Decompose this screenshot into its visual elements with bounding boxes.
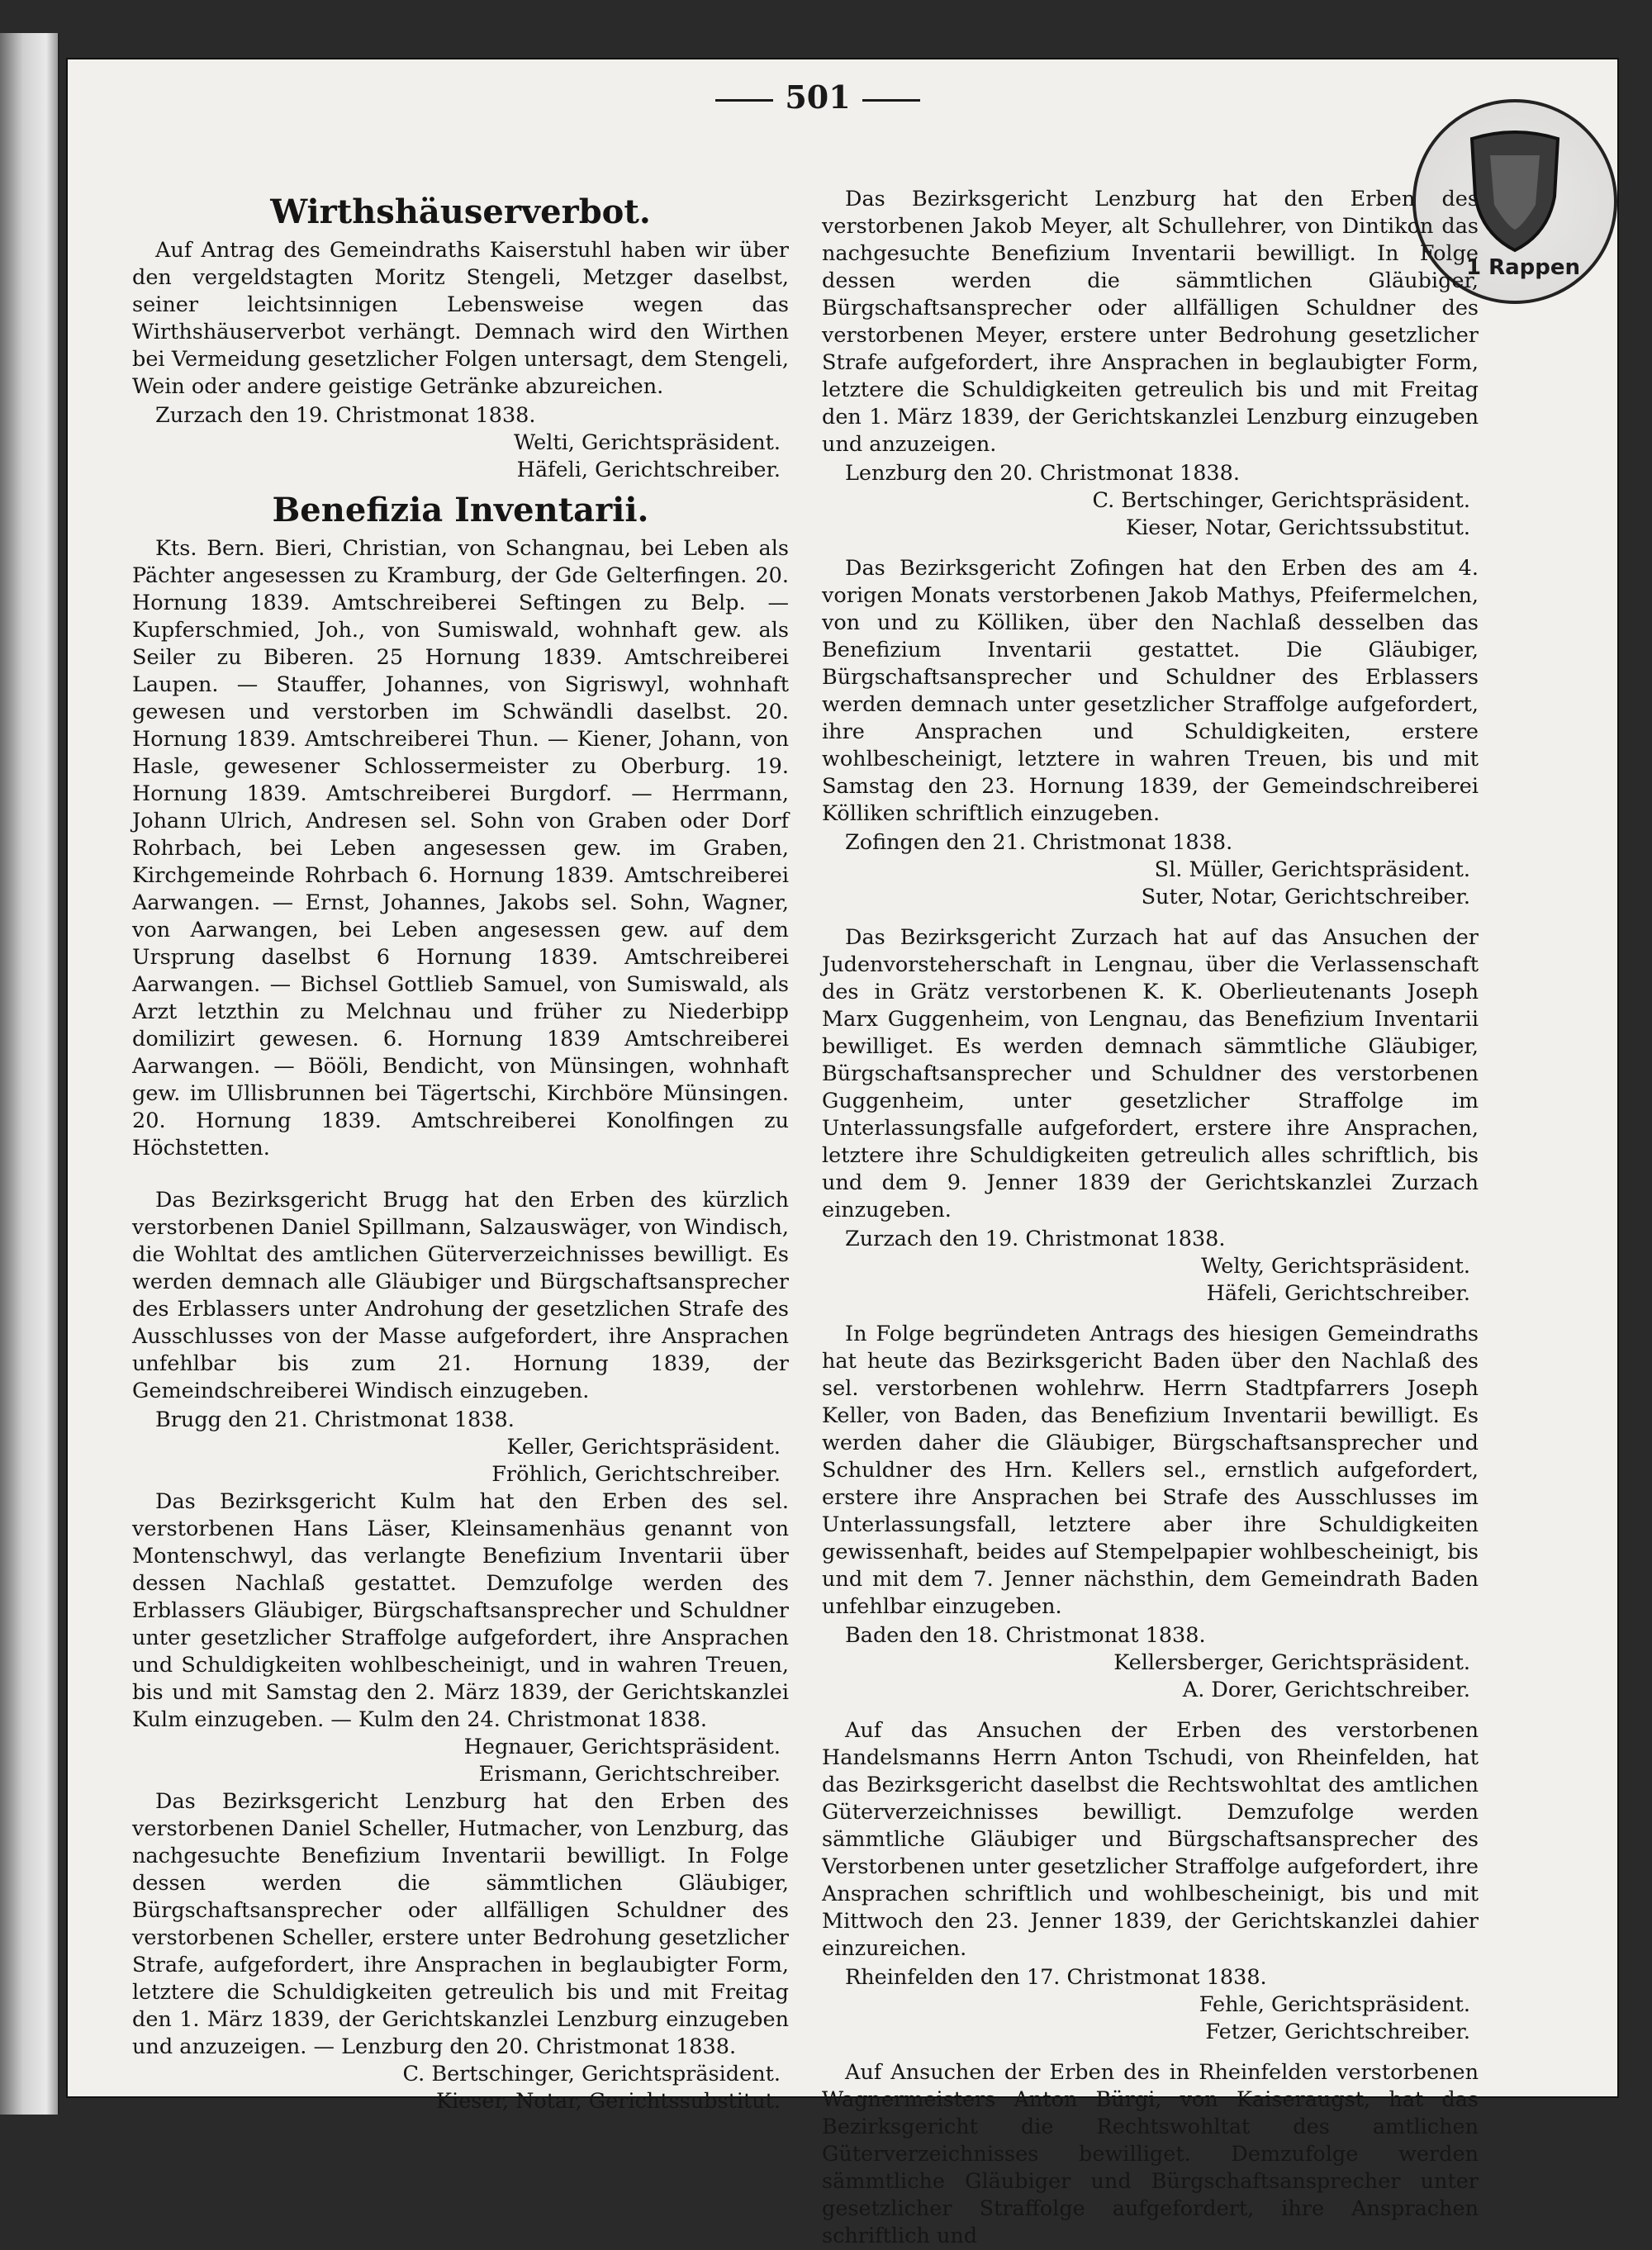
signature: Hegnauer, Gerichtspräsident.	[463, 1735, 781, 1759]
signature: Fehle, Gerichtspräsident.	[1199, 1992, 1470, 2017]
signature: Kieser, Notar, Gerichtssubstitut.	[1126, 515, 1470, 540]
signature: Kieser, Notar, Gerichtssubstitut.	[436, 2089, 781, 2114]
signature: C. Bertschinger, Gerichtspräsident.	[1092, 488, 1470, 513]
notice-text: Auf Ansuchen der Erben des in Rheinfelden verstorbenen Wagnermeisters Anton Bürgi, von Kaiseraugst, hat das Bezirksgericht die Rechtswohltat des amtlichen Güterverzeichnisses bewilliget. Demzufolge werden sämmtliche Gläubiger und Bürgschaftsansprecher unter gesetzlicher Straffolge aufgefordert, ihre Ansprachen schriftlich und	[822, 2060, 1479, 2248]
notice-text: Das Bezirksgericht Zofingen hat den Erben des am 4. vorigen Monats verstorbenen Jakob Mathys, Pfeifermelchen, von und zu Kölliken, über den Nachlaß desselben das Benefizium Inventarii gestattet. Die Gläubiger, Bürgschaftsansprecher und Schuldner des Erblassers werden demnach unter gesetzlicher Straffolge aufgefordert, ihre Ansprachen und Schuldigkeiten, erstere wohlbescheinigt, letztere in wahren Treuen, bis und mit Samstag den 23. Hornung 1839, der Gemeindschreiberei Kölliken schriftlich einzugeben.	[822, 556, 1479, 826]
left-column	[132, 186, 789, 2115]
section-heading: Benefizia Inventarii.	[272, 491, 649, 529]
signature: Suter, Notar, Gerichtschreiber.	[1141, 885, 1470, 909]
signature: Fetzer, Gerichtschreiber.	[1205, 2020, 1470, 2044]
place-date: Rheinfelden den 17. Christmonat 1838.	[845, 1965, 1267, 1990]
section-heading: Wirthshäuserverbot.	[270, 192, 651, 231]
signature: Welty, Gerichtspräsident.	[1201, 1254, 1470, 1279]
signature: Häfeli, Gerichtschreiber.	[1206, 1281, 1470, 1306]
signature: A. Dorer, Gerichtschreiber.	[1182, 1678, 1470, 1702]
place-date: Zofingen den 21. Christmonat 1838.	[845, 830, 1233, 855]
right-column	[822, 186, 1479, 2250]
notice-text: In Folge begründeten Antrags des hiesigen Gemeindraths hat heute das Bezirksgericht Baden über den Nachlaß des sel. verstorbenen wohlehrw. Herrn Stadtpfarrers Joseph Keller, von Baden, das Benefizium Inventarii bewilligt. Es werden daher die Gläubiger, Bürgschaftsansprecher und Schuldner des Hrn. Kellers sel., ernstlich aufgefordert, erstere ihre Ansprachen bei Strafe des Ausschlusses im Unterlassungsfall, letztere aber ihre Schuldigkeiten gewissenhaft, beides auf Stempelpapier wohlbescheinigt, bis und mit dem 7. Jenner nächsthin, dem Gemeindrath Baden unfehlbar einzugeben.	[822, 1322, 1479, 1619]
notice-text: Das Bezirksgericht Kulm hat den Erben des sel. verstorbenen Hans Läser, Kleinsamenhäus genannt von Montenschwyl, das verlangte Benefizium Inventarii über dessen Nachlaß gestattet. Demzufolge werden des Erblassers Gläubiger, Bürgschaftsansprecher und Schuldner unter gesetzlicher Straffolge aufgefordert, ihre Ansprachen und Schuldigkeiten wohlbescheinigt, und in wahren Treuen, bis und mit Samstag den 2. März 1839, der Gerichtskanzlei Kulm einzugeben. — Kulm den 24. Christmonat 1838.	[132, 1489, 789, 1732]
signature: Sl. Müller, Gerichtspräsident.	[1154, 857, 1470, 882]
signature: Erismann, Gerichtschreiber.	[478, 1762, 781, 1787]
shield-icon	[1465, 131, 1564, 254]
notice-text: Das Bezirksgericht Brugg hat den Erben des kürzlich verstorbenen Daniel Spillmann, Salzauswäger, von Windisch, die Wohltat des amtlichen Güterverzeichnisses bewilligt. Es werden demnach alle Gläubiger und Bürgschaftsansprecher des Erblassers unter Androhung der gesetzlichen Strafe des Ausschlusses von der Masse aufgefordert, ihre Ansprachen unfehlbar bis zum 21. Hornung 1839, der Gemeindschreiberei Windisch einzugeben.	[132, 1188, 789, 1403]
notice-text: Das Bezirksgericht Lenzburg hat den Erben des verstorbenen Daniel Scheller, Hutmacher, von Lenzburg, das nachgesuchte Benefizium Inventarii bewilligt. In Folge dessen werden die sämmtlichen Gläubiger, Bürgschaftsansprecher oder allfälligen Schuldner des verstorbenen Scheller, erstere unter Bedrohung gesetzlicher Strafe, aufgefordert, ihre Ansprachen in beglaubigter Form, letztere die Schuldigkeiten getreulich bis und mit Freitag den 1. März 1839, der Gerichtskanzlei Lenzburg einzugeben und anzuzeigen. — Lenzburg den 20. Christmonat 1838.	[132, 1789, 789, 2059]
signature: Keller, Gerichtspräsident.	[506, 1435, 781, 1460]
place-date: Zurzach den 19. Christmonat 1838.	[845, 1227, 1226, 1251]
notice-text: Das Bezirksgericht Lenzburg hat den Erben des verstorbenen Jakob Meyer, alt Schullehrer, von Dintikon das nachgesuchte Benefizium Inventarii bewilligt. In Folge dessen werden die sämmtlichen Gläubiger, Bürgschaftsansprecher oder allfälligen Schuldner des verstorbenen Meyer, erstere unter Bedrohung gesetzlicher Strafe aufgefordert, ihre Ansprachen in beglaubigter Form, letztere die Schuldigkeiten getreulich bis und mit Freitag den 1. März 1839, der Gerichtskanzlei Lenzburg einzugeben und anzuzeigen.	[822, 187, 1479, 457]
notice-text: Auf Antrag des Gemeindraths Kaiserstuhl haben wir über den vergeldstagten Moritz Stengeli, Metzger daselbst, seiner leichtsinnigen Lebensweise wegen das Wirthshäuserverbot verhängt. Demnach wird den Wirthen bei Vermeidung gesetzlicher Folgen untersagt, dem Stengeli, Wein oder andere geistige Getränke abzureichen.	[132, 238, 789, 399]
notice-text: Das Bezirksgericht Zurzach hat auf das Ansuchen der Judenvorsteherschaft in Lengnau, über die Verlassenschaft des in Grätz verstorbenen K. K. Oberlieutenants Joseph Marx Guggenheim, von Lengnau, das Benefizium Inventarii bewilliget. Es werden demnach sämmtliche Gläubiger, Bürgschaftsansprecher und Schuldner des verstorbenen Guggenheim, unter gesetzlicher Straffolge im Unterlassungsfalle aufgefordert, erstere ihre Ansprachen, letztere ihre Schuldigkeiten getreulich alles schriftlich, bis und dem 9. Jenner 1839 der Gerichtskanzlei Zurzach einzugeben.	[822, 925, 1479, 1222]
place-date: Baden den 18. Christmonat 1838.	[845, 1623, 1206, 1648]
signature: Welti, Gerichtspräsident.	[514, 430, 781, 455]
signature: Fröhlich, Gerichtschreiber.	[491, 1462, 781, 1487]
page-number: 501	[686, 78, 950, 116]
stamp-value: 1 Rappen	[1465, 255, 1581, 280]
place-date: Zurzach den 19. Christmonat 1838.	[155, 403, 536, 428]
signature: Häfeli, Gerichtschreiber.	[516, 458, 781, 482]
place-date: Brugg den 21. Christmonat 1838.	[155, 1407, 515, 1432]
signature: C. Bertschinger, Gerichtspräsident.	[402, 2062, 781, 2086]
signature: Kellersberger, Gerichtspräsident.	[1113, 1650, 1470, 1675]
notice-text: Kts. Bern. Bieri, Christian, von Schangnau, bei Leben als Pächter angesessen zu Kramburg, der Gde Gelterfingen. 20. Hornung 1839. Amtschreiberei Seftingen zu Belp. — Kupferschmied, Joh., von Sumiswald, wohnhaft gew. als Seiler zu Biberen. 25 Hornung 1839. Amtschreiberei Laupen. — Stauffer, Johannes, von Sigriswyl, wohnhaft gewesen und verstorben im Schwändli daselbst. 20. Hornung 1839. Amtschreiberei Thun. — Kiener, Johann, von Hasle, gewesener Schlossermeister zu Oberburg. 19. Hornung 1839. Amtschreiberei Burgdorf. — Herrmann, Johann Ulrich, Andresen sel. Sohn von Graben oder Dorf Rohrbach, bei Leben angesessen gew. im Graben, Kirchgemeinde Rohrbach 6. Hornung 1839. Amtschreiberei Aarwangen. — Ernst, Johannes, Jakobs sel. Sohn, Wagner, von Aarwangen, bei Leben angesessen gew. auf dem Ursprung daselbst 6 Hornung 1839. Amtschreiberei Aarwangen. — Bichsel Gottlieb Samuel, von Sumiswald, als Arzt letzthin zu Melchnau und früher zu Niederbipp domilizirt gewesen. 6. Hornung 1839 Amtschreiberei Aarwangen. — Bööli, Bendicht, von Münsingen, wohnhaft gew. im Ullisbrunnen bei Tägertschi, Kirchböre Münsingen. 20. Hornung 1839. Amtschreiberei Konolfingen zu Höchstetten.	[132, 536, 789, 1161]
place-date: Lenzburg den 20. Christmonat 1838.	[845, 461, 1240, 486]
previous-page-edge	[0, 33, 59, 2115]
notice-text: Auf das Ansuchen der Erben des verstorbenen Handelsmanns Herrn Anton Tschudi, von Rheinfelden, hat das Bezirksgericht daselbst die Rechtswohltat des amtlichen Güterverzeichnisses bewilligt. Demzufolge werden sämmtliche Gläubiger und Bürgschaftsansprecher des Verstorbenen unter gesetzlicher Straffolge aufgefordert, ihre Ansprachen schriftlich und wohlbescheinigt, bis und mit Mittwoch den 23. Jenner 1839, der Gerichtskanzlei dahier einzureichen.	[822, 1718, 1479, 1961]
